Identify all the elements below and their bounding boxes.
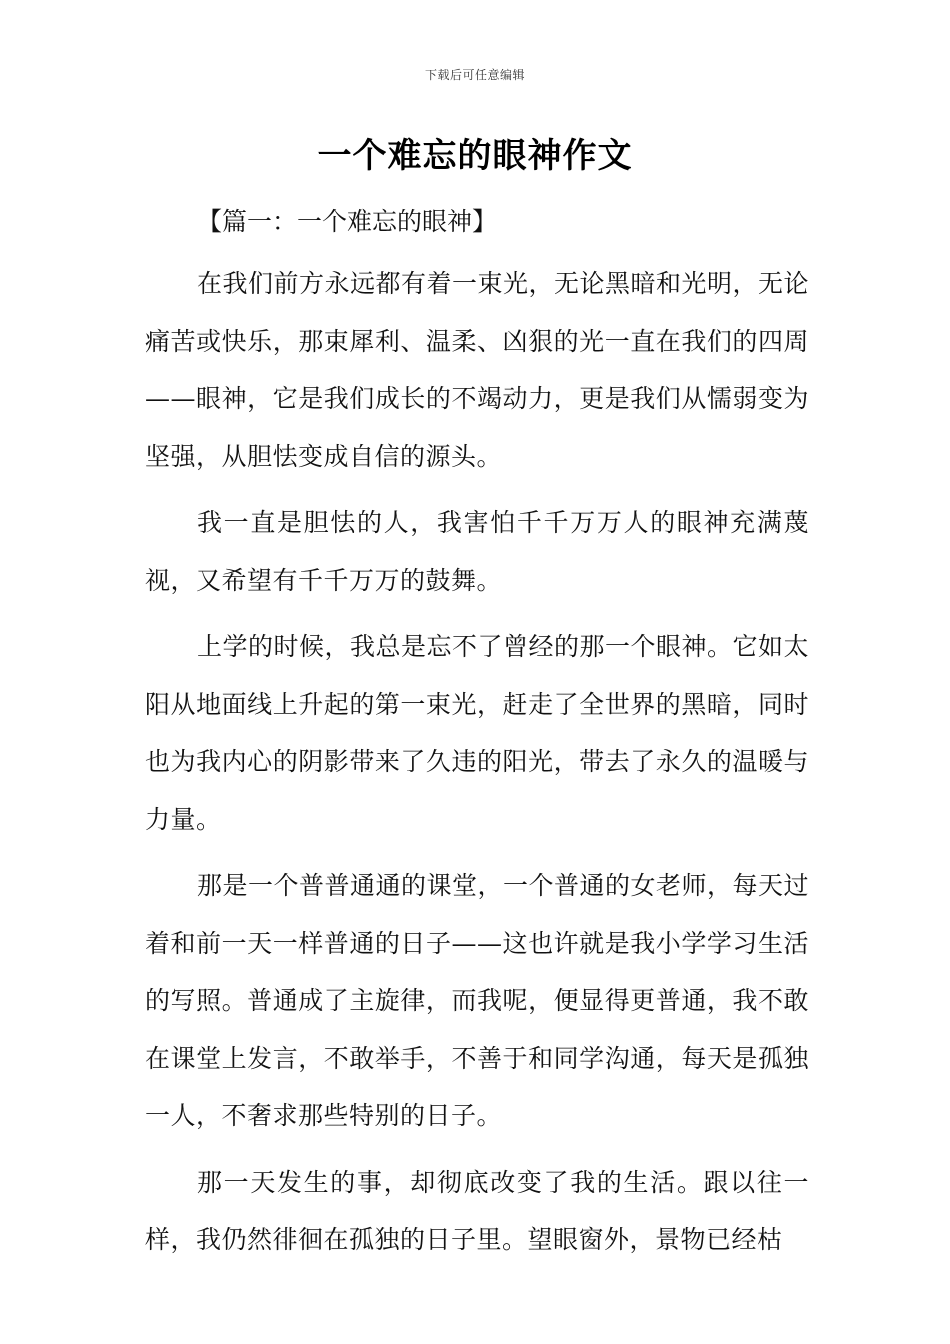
paragraph-2: 我一直是胆怯的人，我害怕千千万万人的眼神充满蔑视，又希望有千千万万的鼓舞。 bbox=[145, 508, 809, 595]
header-note: 下载后可任意编辑 bbox=[424, 68, 525, 82]
document-body bbox=[145, 198, 809, 1269]
paragraph-1: 在我们前方永远都有着一束光，无论黑暗和光明，无论痛苦或快乐，那束犀利、温柔、凶狠的光一直在我们的四周——眼神，它是我们成长的不竭动力，更是我们从懦弱变为坚强，从胆怯变成自信的源头。 bbox=[145, 269, 810, 471]
paragraph-3: 上学的时候，我总是忘不了曾经的那一个眼神。它如太阳从地面线上升起的第一束光，赶走了全世界的黑暗，同时也为我内心的阴影带来了久违的阳光，带去了永久的温暖与力量。 bbox=[145, 632, 810, 834]
paragraph-4: 那是一个普普通通的课堂，一个普通的女老师，每天过着和前一天一样普通的日子——这也许就是我小学学习生活的写照。普通成了主旋律，而我呢，便显得更普通，我不敢在课堂上发言，不敢举手，不善于和同学沟通，每天是孤独一人，不奢求那些特别的日子。 bbox=[145, 871, 810, 1130]
section-heading: 【篇一：一个难忘的眼神】 bbox=[197, 207, 498, 236]
page-title: 一个难忘的眼神作文 bbox=[317, 136, 633, 176]
paragraph-5: 那一天发生的事，却彻底改变了我的生活。跟以往一样，我仍然徘徊在孤独的日子里。望眼窗外，景物已经枯 bbox=[145, 1167, 809, 1254]
